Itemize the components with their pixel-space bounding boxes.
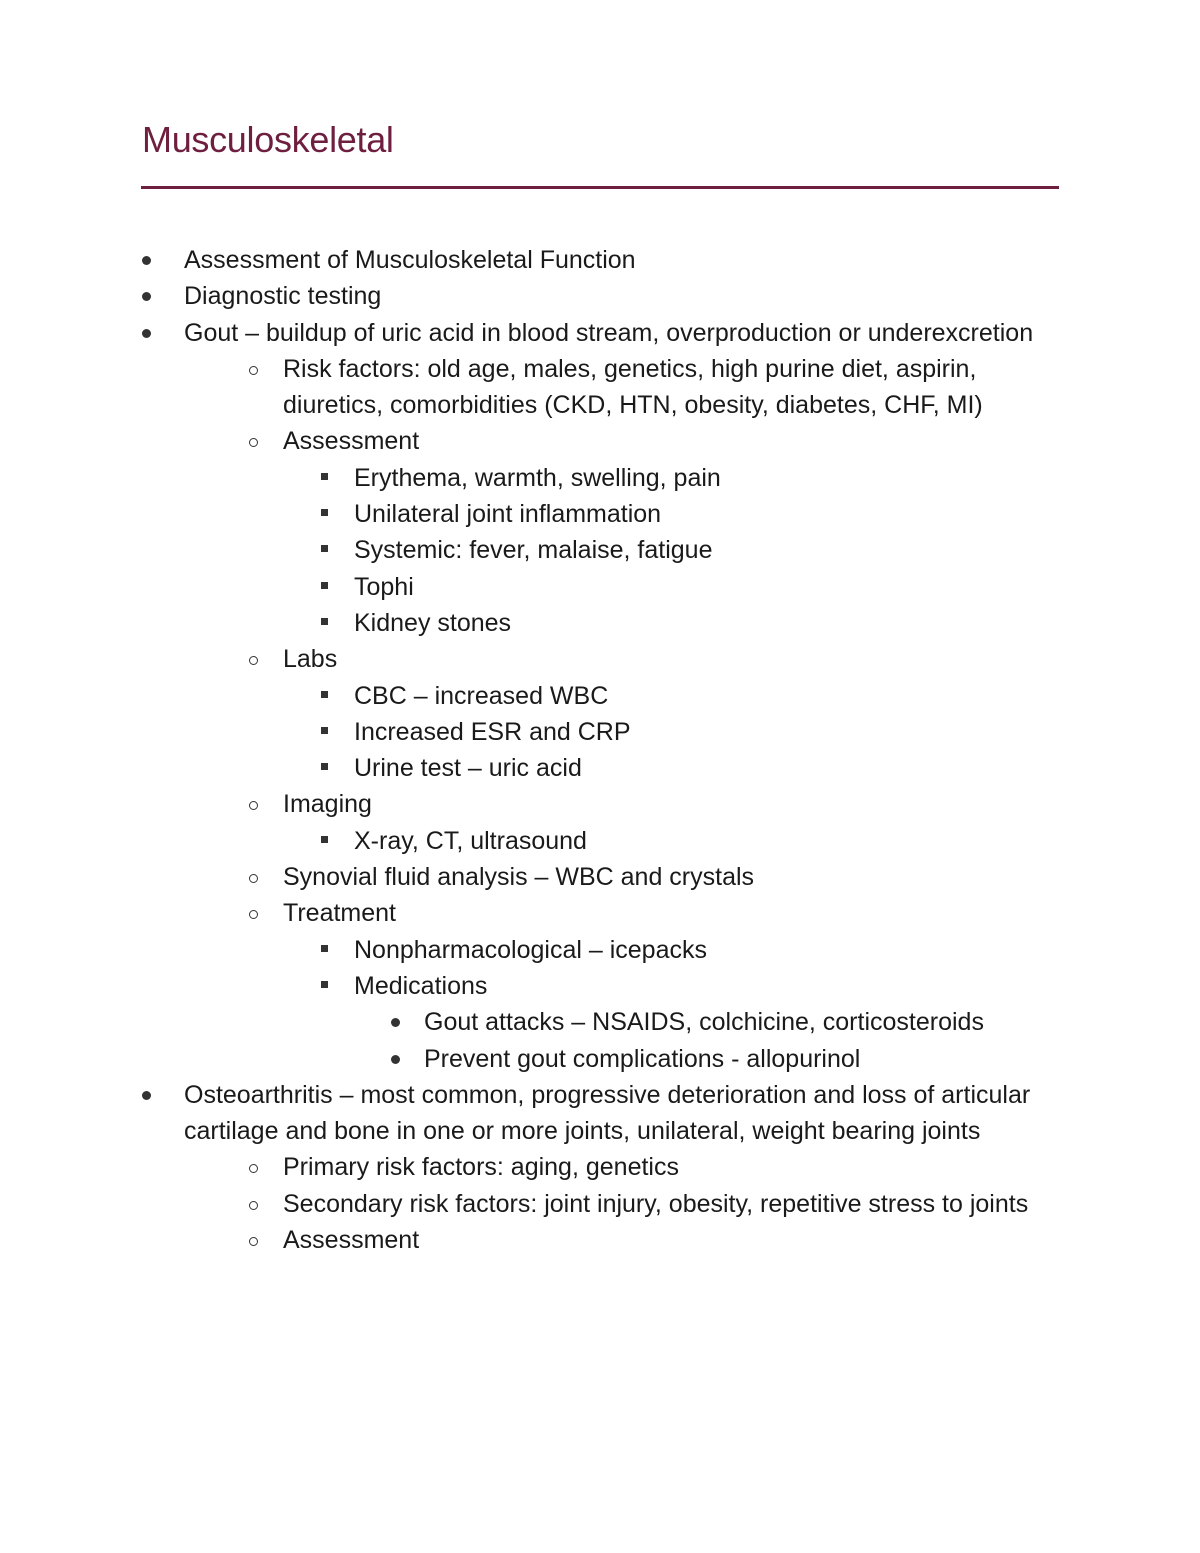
bullet-square-icon [321, 945, 328, 952]
outline-item-level-2 [283, 351, 1043, 424]
bullet-square-icon [321, 618, 328, 625]
bullet-circle-icon [249, 366, 258, 375]
bullet-dot-icon [391, 1055, 400, 1064]
outline-item-text: Assessment of Musculoskeletal Function [184, 246, 636, 274]
bullet-circle-icon [249, 656, 258, 665]
outline-item-level-3 [354, 532, 1054, 568]
outline-item-text: Osteoarthritis – most common, progressive deterioration and loss of articular cartilage and bone in one or more joints, unilateral, weight bearing joints [184, 1080, 1031, 1146]
outline-item-text: Gout attacks – NSAIDS, colchicine, corticosteroids [424, 1008, 984, 1037]
outline-item-text: Systemic: fever, malaise, fatigue [354, 536, 713, 565]
outline-item-text: Prevent gout complications - allopurinol [424, 1044, 861, 1073]
outline-item-text: Unilateral joint inflammation [354, 500, 662, 529]
bullet-square-icon [321, 763, 328, 770]
outline-item-level-3 [354, 678, 1054, 714]
bullet-dot-icon [142, 256, 151, 265]
bullet-circle-icon [249, 1237, 258, 1246]
outline-item-level-1 [184, 315, 1034, 351]
outline-list [0, 242, 1200, 1258]
bullet-square-icon [321, 473, 328, 480]
outline-item-level-4 [424, 1004, 1064, 1040]
bullet-circle-icon [249, 1201, 258, 1210]
outline-item-text: Synovial fluid analysis – WBC and crystals [283, 863, 755, 892]
bullet-dot-icon [142, 292, 151, 301]
outline-item-text: Labs [283, 645, 338, 674]
outline-item-level-2 [283, 859, 1043, 895]
bullet-square-icon [321, 981, 328, 988]
outline-item-text: Diagnostic testing [184, 282, 382, 311]
outline-item-level-2 [283, 1186, 1043, 1222]
outline-item-level-2 [283, 1149, 1043, 1185]
outline-item-level-3 [354, 460, 1054, 496]
outline-item-text: CBC – increased WBC [354, 681, 609, 710]
bullet-square-icon [321, 545, 328, 552]
outline-item-text: Kidney stones [354, 608, 512, 637]
outline-item-level-3 [354, 496, 1054, 532]
outline-item-level-3 [354, 714, 1054, 750]
outline-item-text: Medications [354, 971, 488, 1000]
outline-item-level-2 [283, 786, 1043, 822]
bullet-square-icon [321, 691, 328, 698]
bullet-square-icon [321, 509, 328, 516]
outline-item-level-1 [184, 278, 1034, 314]
bullet-circle-icon [249, 874, 258, 883]
outline-item-level-3 [354, 605, 1054, 641]
document-title: Musculoskeletal [142, 119, 394, 160]
outline-item-text: Assessment [283, 427, 420, 456]
outline-item-level-3 [354, 569, 1054, 605]
bullet-square-icon [321, 727, 328, 734]
bullet-dot-icon [391, 1018, 400, 1027]
bullet-circle-icon [249, 910, 258, 919]
outline-item-text: Treatment [283, 899, 397, 928]
outline-item-level-3 [354, 750, 1054, 786]
outline-item-text: Risk factors: old age, males, genetics, high purine diet, aspirin, diuretics, comorbidities (CKD, HTN, obesity, diabetes, CHF, MI) [283, 354, 983, 420]
bullet-circle-icon [249, 438, 258, 447]
outline-item-text: Primary risk factors: aging, genetics [283, 1153, 679, 1182]
outline-item-level-2 [283, 1222, 1043, 1258]
bullet-square-icon [321, 836, 328, 843]
outline-item-text: Secondary risk factors: joint injury, obesity, repetitive stress to joints [283, 1189, 1029, 1218]
outline-item-level-3 [354, 823, 1054, 859]
bullet-circle-icon [249, 1164, 258, 1173]
outline-item-level-2 [283, 895, 1043, 931]
outline-item-level-3 [354, 932, 1054, 968]
outline-item-text: Urine test – uric acid [354, 754, 582, 783]
outline-item-text: Gout – buildup of uric acid in blood stream, overproduction or underexcretion [184, 318, 1034, 347]
outline-item-text: Nonpharmacological – icepacks [354, 935, 707, 964]
bullet-circle-icon [249, 801, 258, 810]
outline-item-level-1 [184, 1077, 1034, 1150]
outline-item-level-4 [424, 1041, 1064, 1077]
outline-item-text: Assessment [283, 1226, 420, 1255]
outline-item-level-2 [283, 641, 1043, 677]
outline-item-text: Imaging [283, 790, 372, 819]
outline-item-text: X-ray, CT, ultrasound [354, 826, 587, 855]
bullet-square-icon [321, 582, 328, 589]
bullet-dot-icon [142, 1091, 151, 1100]
outline-item-text: Erythema, warmth, swelling, pain [354, 463, 721, 492]
bullet-dot-icon [142, 329, 151, 338]
outline-item-text: Increased ESR and CRP [354, 717, 631, 746]
title-divider [141, 186, 1059, 189]
outline-item-level-2 [283, 423, 1043, 459]
outline-item-level-3 [354, 968, 1054, 1004]
outline-item-text: Tophi [354, 572, 414, 601]
outline-item-level-1 [184, 242, 1034, 278]
